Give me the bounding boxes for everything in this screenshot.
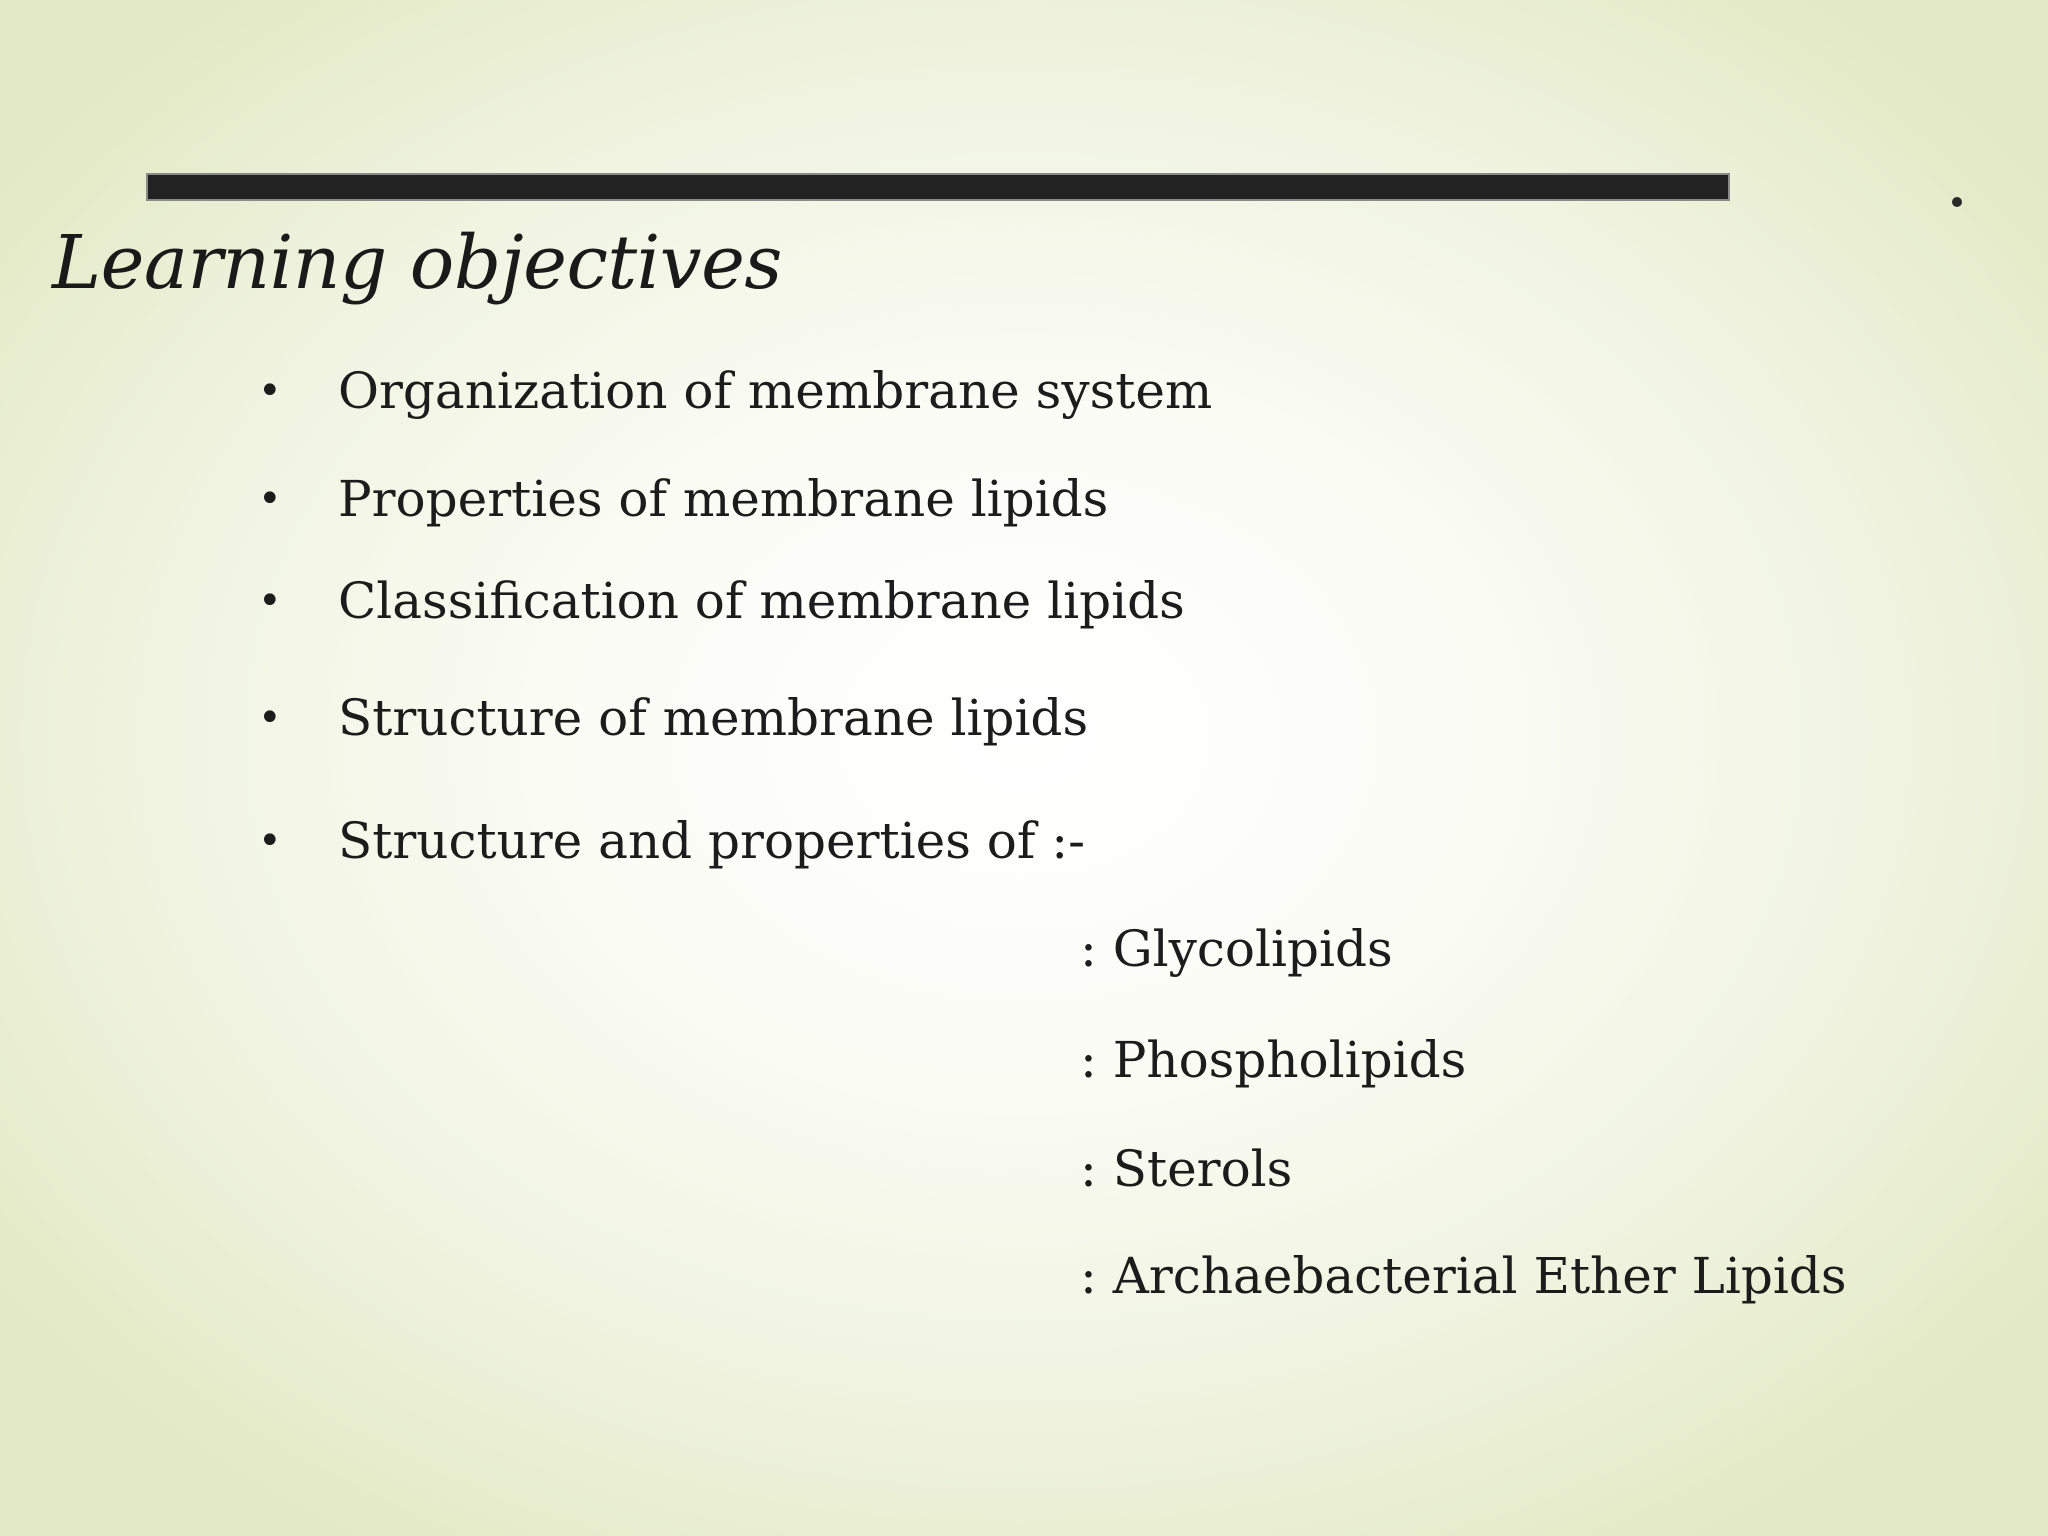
- objective-text: Organization of membrane system: [338, 362, 1213, 420]
- bullet-icon: •: [258, 368, 282, 414]
- lipid-type-sterols: : Sterols: [1080, 1140, 1293, 1198]
- objective-item: [258, 689, 1088, 747]
- title-divider-bar: [146, 173, 1730, 201]
- objective-item: [258, 572, 1185, 630]
- lipid-type-phospholipids: : Phospholipids: [1080, 1031, 1467, 1089]
- lipid-type-glycolipids: : Glycolipids: [1080, 920, 1393, 978]
- objective-item: [258, 812, 1085, 870]
- objective-text: Structure and properties of :-: [338, 812, 1086, 870]
- bullet-icon: •: [258, 695, 282, 741]
- bullet-icon: •: [258, 578, 282, 624]
- bullet-icon: •: [258, 476, 282, 522]
- objective-item: [258, 362, 1212, 420]
- lipid-type-ether-lipids: : Archaebacterial Ether Lipids: [1080, 1247, 1847, 1305]
- slide-title: Learning objectives: [52, 220, 782, 306]
- objective-text: Classification of membrane lipids: [338, 572, 1185, 630]
- bullet-icon: •: [258, 818, 282, 864]
- objective-text: Properties of membrane lipids: [338, 470, 1109, 528]
- objective-item: [258, 470, 1108, 528]
- objective-text: Structure of membrane lipids: [338, 689, 1089, 747]
- corner-dot: [1952, 197, 1962, 207]
